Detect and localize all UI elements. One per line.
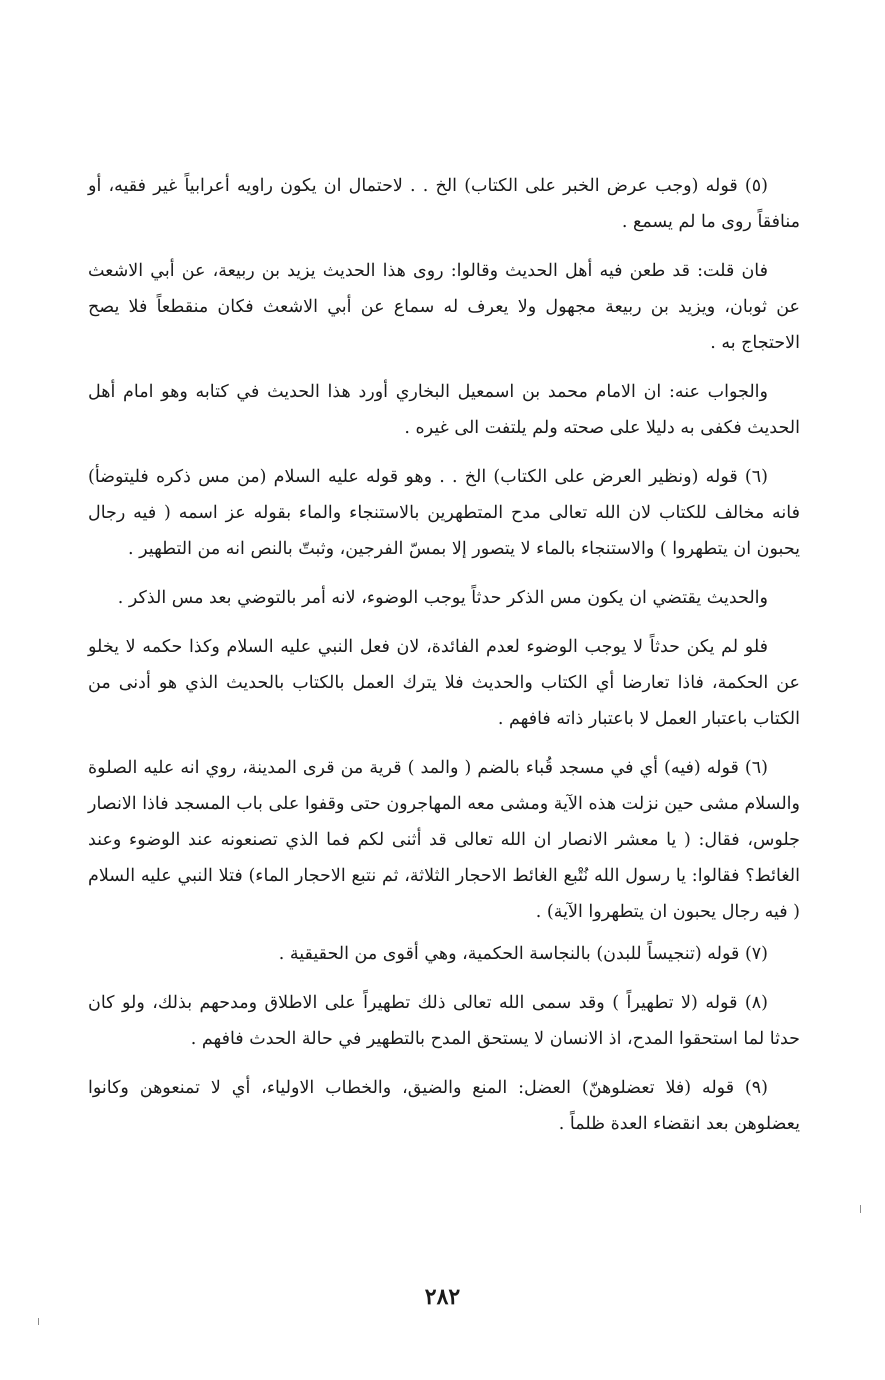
note-5-paragraph: (٥) قوله (وجب عرض الخبر على الكتاب) الخ . . لاحتمال ان يكون راويه أعرابياً غير فقيه، أو منافقاً روى ما لم يسمع .	[88, 176, 800, 232]
hadith-implication-paragraph: والحديث يقتضي ان يكون مس الذكر حدثاً يوجب الوضوء، لانه أمر بالتوضي بعد مس الذكر .	[117, 588, 768, 608]
objection-paragraph: فان قلت: قد طعن فيه أهل الحديث وقالوا: روى هذا الحديث يزيد بن ربيعة، عن أبي الاشعث عن ثوبان، ويزيد بن ربيعة مجهول ولا يعرف له سماع عن أبي الاشعث فكان منقطعاً فلا يصح الاحتجاج به .	[88, 261, 800, 353]
note-6b-paragraph: (٦) قوله (فيه) أي في مسجد قُباء بالضم ( والمد ) قرية من قرى المدينة، روي انه عليه الصلوة والسلام مشى حين نزلت هذه الآية ومشى معه المهاجرون حتى وقفوا على باب المسجد فاذا الانصار جلوس، فقال: ( يا معشر الانصار ان الله تعالى قد أثنى لكم فما الذي تصنعونه عند الوضوء وعند الغائط؟ فقالوا: يا رسول الله نُتْبع الغائط الاحجار الثلاثة، ثم نتبع الاحجار الماء) فتلا النبي عليه السلام ( فيه رجال يحبون ان يتطهروا الآية) .	[88, 758, 800, 922]
body-text	[88, 168, 800, 1155]
note-9-paragraph: (٩) قوله (فلا تعضلوهنّ) العضل: المنع والضيق، والخطاب الاولياء، أي لا تمنعوهن وكانوا يعضلوهن بعد انقضاء العدة ظلماً .	[88, 1078, 800, 1134]
answer-paragraph: والجواب عنه: ان الامام محمد بن اسمعيل البخاري أورد هذا الحديث في كتابه وهو امام أهل الحديث فكفى به دليلا على صحته ولم يلتفت الى غيره .	[88, 382, 800, 438]
scan-mark	[860, 1205, 861, 1213]
note-6-paragraph: (٦) قوله (ونظير العرض على الكتاب) الخ . . وهو قوله عليه السلام (من مس ذكره فليتوضأ) فانه مخالف للكتاب لان الله تعالى مدح المتطهرين بالاستنجاء والماء بقوله عز اسمه ( فيه رجال يحبون ان يتطهروا ) والاستنجاء بالماء لا يتصور إلا بمسّ الفرجين، وثبتّ بالنص انه من التطهير .	[88, 467, 800, 559]
page-number: ٢٨٢	[424, 1284, 461, 1310]
note-8-paragraph: (٨) قوله (لا تطهيراً ) وقد سمى الله تعالى ذلك تطهيراً على الاطلاق ومدحهم بذلك، ولو كان حدثا لما استحقوا المدح، اذ الانسان لا يستحق المدح بالتطهير في حالة الحدث فافهم .	[88, 993, 800, 1049]
conclusion-paragraph: فلو لم يكن حدثاً لا يوجب الوضوء لعدم الفائدة، لان فعل النبي عليه السلام وكذا حكمه لا يخلو عن الحكمة، فاذا تعارضا أي الكتاب والحديث فلا يترك العمل بالكتاب بالحديث الذي هو أدنى من الكتاب باعتبار العمل لا باعتبار ذاته فافهم .	[88, 637, 800, 729]
scan-mark	[38, 1318, 39, 1325]
note-7-paragraph: (٧) قوله (تنجيساً للبدن) بالنجاسة الحكمية، وهي أقوى من الحقيقية .	[278, 944, 768, 964]
